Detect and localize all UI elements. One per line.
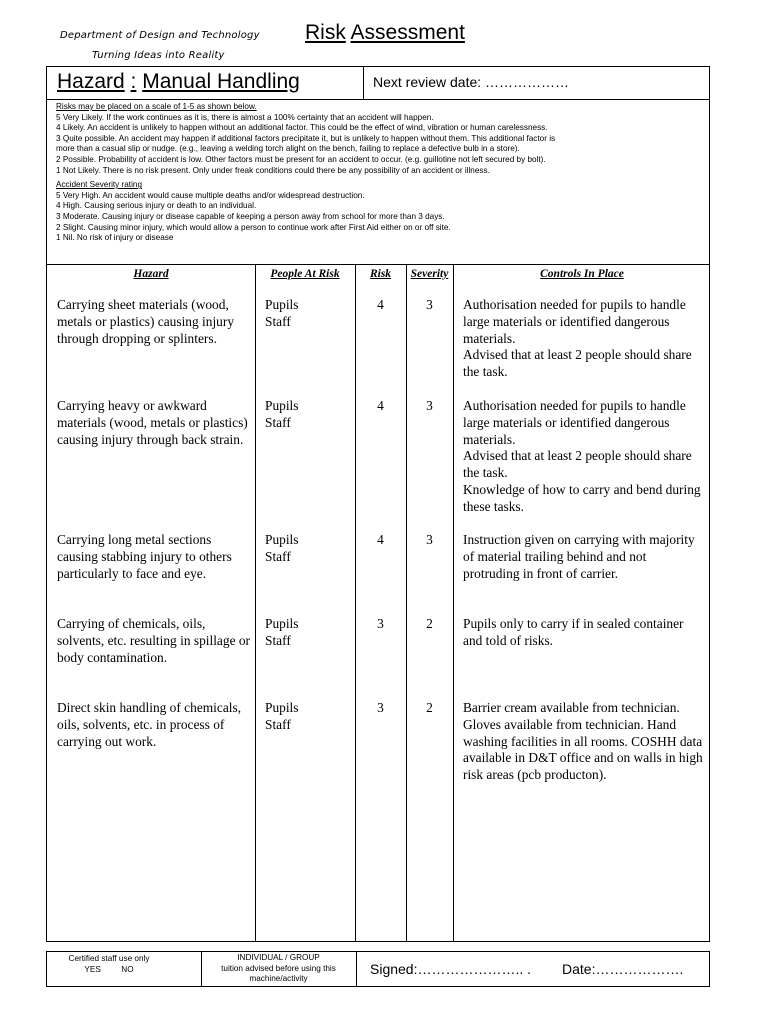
tuition-label-2: machine/activity: [249, 974, 308, 984]
col-header-controls: Controls In Place: [540, 268, 624, 280]
row-risk: 3: [377, 616, 384, 631]
yes-no-options: [47, 965, 171, 976]
severity-scale-line: 1 Nil. No risk of injury or disease: [56, 233, 174, 243]
control-measure: Pupils only to carry if in sealed container and told of risks.: [463, 616, 684, 648]
row-risk: 3: [377, 700, 384, 715]
signoff-footer: [46, 951, 710, 987]
risk-scale-line: 2 Possible. Probability of accident is low. Other factors must be present for an accident to occur. (e.g. guillotine not left secured by bolt).: [56, 154, 546, 164]
row-risk: 4: [377, 532, 384, 547]
certified-staff-note: [47, 954, 171, 975]
row-controls: [463, 398, 705, 516]
date-field[interactable]: Date:……………….: [562, 961, 684, 977]
control-measure: Authorisation needed for pupils to handle large materials or identified dangerous materials.: [463, 398, 686, 447]
severity-scale-line: 5 Very High. An accident would cause multiple deaths and/or widespread destruction.: [56, 190, 365, 200]
title-risk: Risk: [305, 21, 346, 44]
person-group: Pupils: [265, 532, 299, 547]
person-group: Staff: [265, 632, 291, 648]
column-divider: [406, 265, 407, 941]
person-group: Staff: [265, 313, 291, 329]
row-people-at-risk: [265, 297, 345, 331]
severity-scale-line: 3 Moderate. Causing injury or disease capable of keeping a person away from school for more than 3 days.: [56, 211, 445, 221]
row-controls: [463, 700, 705, 784]
control-measure: Advised that at least 2 people should share the task.: [463, 448, 692, 481]
document-title: [305, 21, 465, 45]
row-risk: 4: [377, 297, 384, 312]
row-controls: [463, 532, 705, 582]
header-divider: [363, 67, 364, 99]
risk-scale-line: more than a casual slip or nudge. (e.g., leaving a welding torch alight on the bench, failing to replace a defective bulb in a store).: [56, 144, 520, 154]
row-severity: 3: [426, 398, 433, 413]
no-option[interactable]: NO: [121, 964, 134, 974]
person-group: Staff: [265, 548, 291, 564]
risk-scale-heading: Risks may be placed on a scale of 1-5 as shown below.: [56, 102, 257, 111]
severity-scale-line: 2 Slight. Causing minor injury, which would allow a person to continue work after First Aid either on or off site.: [56, 222, 451, 232]
person-group: Pupils: [265, 398, 299, 413]
hazard-title: [57, 70, 300, 94]
row-hazard: Carrying of chemicals, oils, solvents, etc. resulting in spillage or body contamination.: [57, 616, 251, 665]
row-controls: [463, 616, 705, 650]
control-measure: Advised that at least 2 people should share the task.: [463, 347, 692, 380]
column-divider: [355, 265, 356, 941]
hazard-topic: Manual Handling: [142, 70, 300, 93]
row-severity: 3: [426, 297, 433, 312]
row-severity: 3: [426, 532, 433, 547]
control-measure: Authorisation needed for pupils to handle large materials or identified dangerous materials.: [463, 297, 686, 346]
row-severity: 2: [426, 700, 433, 715]
row-people-at-risk: [265, 398, 345, 432]
footer-divider: [356, 952, 357, 986]
severity-scale-lines: [56, 191, 700, 244]
row-hazard: Carrying long metal sections causing stabbing injury to others particularly to face and eye.: [57, 532, 232, 581]
col-header-severity: Severity: [410, 268, 449, 280]
risk-table: [46, 264, 710, 942]
person-group: Pupils: [265, 700, 299, 715]
hazard-colon: :: [130, 70, 137, 93]
certified-label: Certified staff use only: [68, 954, 150, 963]
row-hazard: Carrying heavy or awkward materials (wood, metals or plastics) causing injury through back strain.: [57, 398, 248, 447]
person-group: Pupils: [265, 616, 299, 631]
column-divider: [255, 265, 256, 941]
person-group: Staff: [265, 716, 291, 732]
control-measure: Knowledge of how to carry and bend during these tasks.: [463, 481, 701, 514]
rating-scale-box: [46, 99, 710, 265]
row-risk: 4: [377, 398, 384, 413]
department-motto: Turning Ideas into Reality: [92, 50, 225, 61]
tuition-note: [201, 953, 356, 985]
row-people-at-risk: [265, 700, 345, 734]
risk-scale-line: 5 Very Likely. If the work continues as it is, there is almost a 100% certainty that an accident will happen.: [56, 112, 434, 122]
col-header-hazard: Hazard: [133, 268, 169, 280]
row-people-at-risk: [265, 616, 345, 650]
person-group: Pupils: [265, 297, 299, 312]
signed-field[interactable]: Signed:………………….. .: [370, 961, 532, 977]
yes-option[interactable]: YES: [84, 964, 101, 974]
row-controls: [463, 297, 705, 381]
row-hazard: Carrying sheet materials (wood, metals or plastics) causing injury through dropping or splinters.: [57, 297, 235, 346]
hazard-header-box: [46, 66, 710, 100]
row-severity: 2: [426, 616, 433, 631]
risk-scale-line: 4 Likely. An accident is unlikely to happen without an additional factor. This could be the effect of wind, vibration or human carelessness.: [56, 123, 548, 133]
column-divider: [453, 265, 454, 941]
col-header-risk: Risk: [369, 268, 392, 280]
department-name: Department of Design and Technology: [60, 30, 260, 41]
next-review-date: Next review date: ………………: [373, 74, 570, 90]
control-measure: Barrier cream available from technician. Gloves available from technician. Hand washing facilities in all rooms. COSHH data available in D&T office and on walls in high risk areas (pcb producton).: [463, 700, 703, 783]
row-people-at-risk: [265, 532, 345, 566]
title-assessment: Assessment: [350, 21, 465, 44]
hazard-word: Hazard: [57, 70, 125, 93]
risk-scale-line: 1 Not Likely. There is no risk present. Only under freak conditions could there be any possibility of an accident or illness.: [56, 165, 490, 175]
col-header-people: People At Risk: [270, 268, 340, 280]
row-hazard: Direct skin handling of chemicals, oils, solvents, etc. in process of carrying out work.: [57, 700, 242, 749]
risk-scale-line: 3 Quite possible. An accident may happen if additional factors precipitate it, but is unlikely to happen without them. This additional factor is: [56, 133, 556, 143]
person-group: Staff: [265, 414, 291, 430]
risk-scale-lines: [56, 113, 700, 177]
tuition-label-1: tuition advised before using this: [221, 963, 336, 973]
control-measure: Instruction given on carrying with majority of material trailing behind and not protruding in front of carrier.: [463, 532, 695, 581]
severity-scale-heading: Accident Severity rating: [56, 180, 143, 190]
severity-scale-line: 4 High. Causing serious injury or death to an individual.: [56, 201, 257, 211]
individual-group-label: INDIVIDUAL / GROUP: [237, 953, 320, 962]
